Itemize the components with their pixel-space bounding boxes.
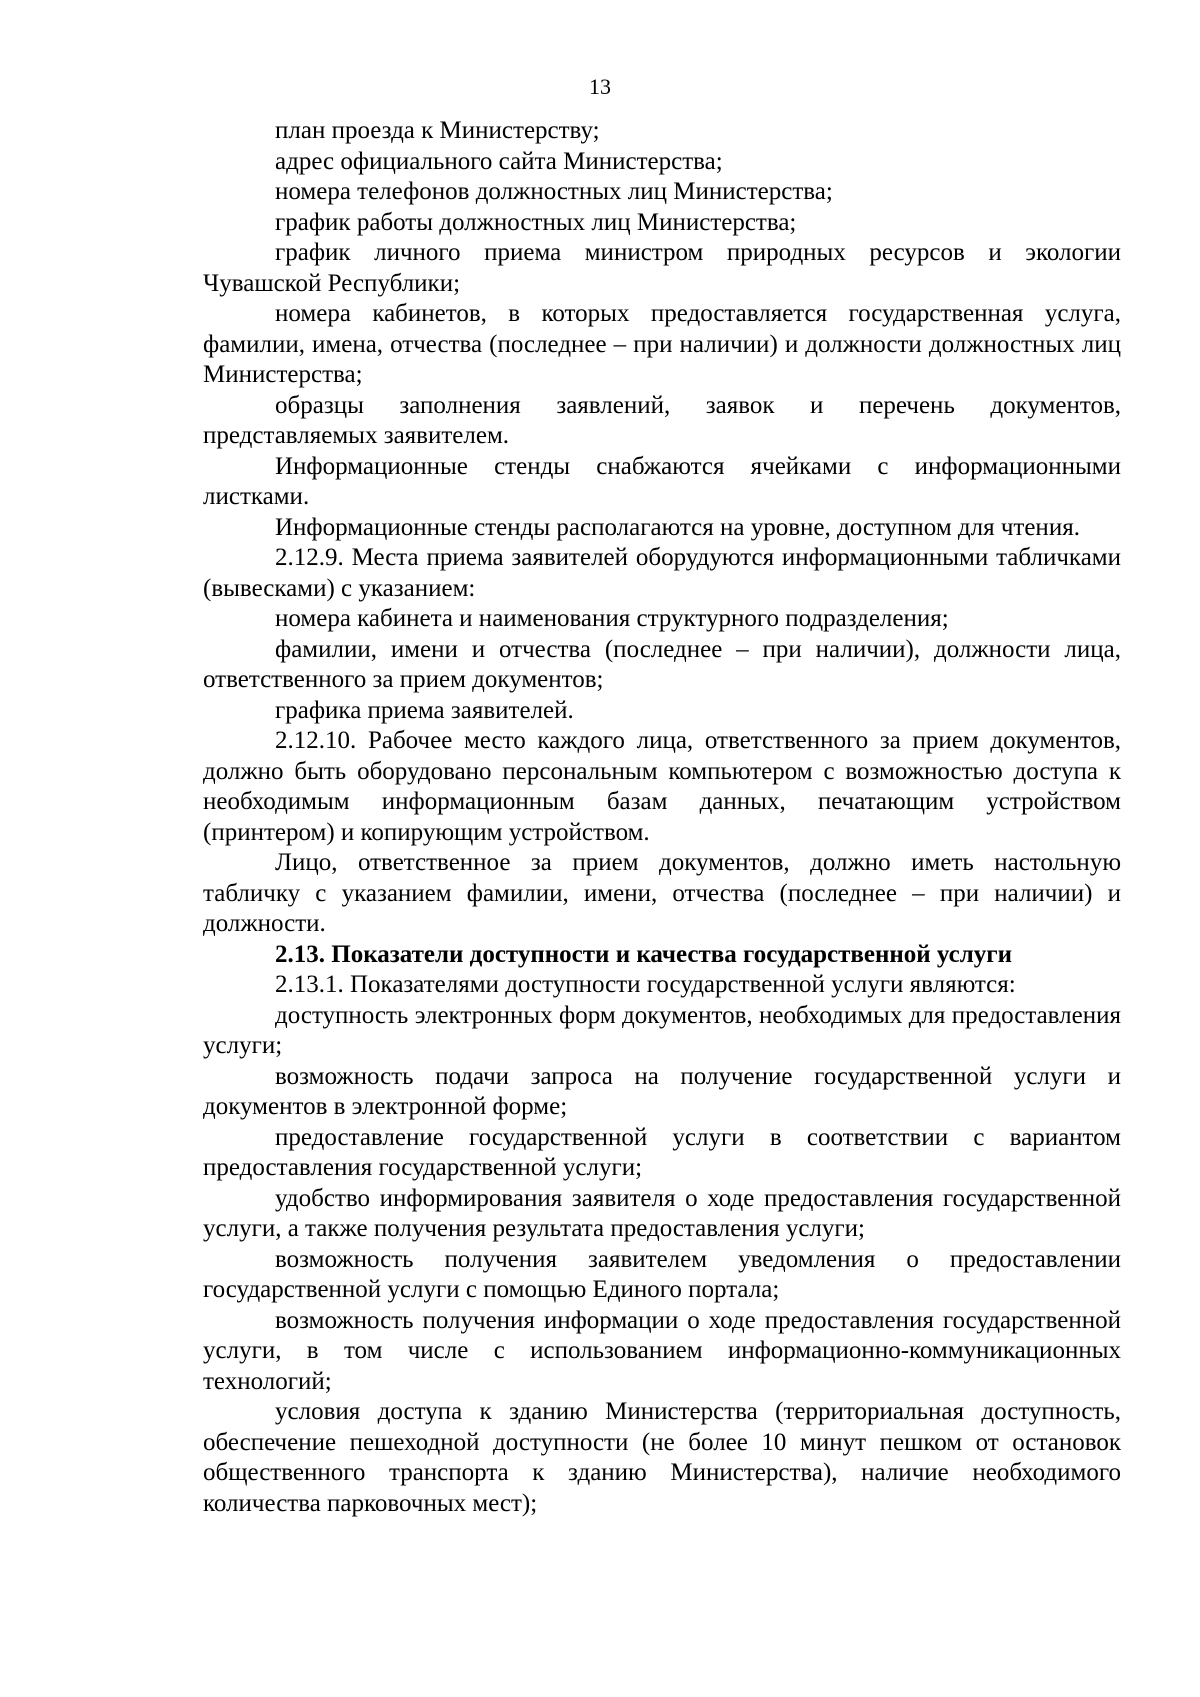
list-item: фамилии, имени и отчества (последнее – при наличии), должности лица, ответственного за прием документов;	[203, 635, 1121, 693]
list-item: адрес официального сайта Министерства;	[275, 147, 723, 175]
list-item: образцы заполнения заявлений, заявок и перечень документов, представляемых заявителем.	[203, 391, 1121, 449]
paragraph: Информационные стенды снабжаются ячейками с информационными листками.	[203, 452, 1121, 510]
list-item: графика приема заявителей.	[275, 696, 574, 724]
paragraph: 2.12.9. Места приема заявителей оборудуются информационными табличками (вывесками) с указанием:	[203, 544, 1121, 602]
list-item: график работы должностных лиц Министерства;	[275, 208, 797, 236]
list-item: удобство информирования заявителя о ходе предоставления государственной услуги, а также получения результата предоставления услуги;	[203, 1184, 1121, 1242]
paragraph: Лицо, ответственное за прием документов, должно иметь настольную табличку с указанием фамилии, имени, отчества (последнее – при наличии) и должности.	[203, 849, 1121, 937]
list-item: номера кабинетов, в которых предоставляется государственная услуга, фамилии, имена, отчества (последнее – при наличии) и должности должностных лиц Министерства;	[203, 300, 1121, 388]
document-body	[203, 116, 1121, 1519]
list-item: возможность подачи запроса на получение государственной услуги и документов в электронной форме;	[203, 1062, 1121, 1120]
list-item: доступность электронных форм документов, необходимых для предоставления услуги;	[203, 1001, 1121, 1059]
page-number: 13	[589, 74, 611, 99]
list-item: номера кабинета и наименования структурного подразделения;	[275, 605, 949, 632]
paragraph: 2.12.10. Рабочее место каждого лица, ответственного за прием документов, должно быть оборудовано персональным компьютером с возможностью доступа к необходимым информационным базам данных, печатающим устройством (принтером) и копирующим устройством.	[203, 727, 1121, 846]
list-item: номера телефонов должностных лиц Министерства;	[275, 178, 833, 205]
paragraph: Информационные стенды располагаются на уровне, доступном для чтения.	[275, 513, 1080, 541]
paragraph: 2.13.1. Показателями доступности государственной услуги являются:	[275, 971, 1016, 998]
section-heading: 2.13. Показатели доступности и качества государственной услуги	[275, 940, 1013, 968]
list-item: предоставление государственной услуги в соответствии с вариантом предоставления государственной услуги;	[203, 1123, 1121, 1181]
list-item: план проезда к Министерству;	[275, 117, 600, 144]
list-item: условия доступа к зданию Министерства (территориальная доступность, обеспечение пешеходной доступности (не более 10 минут пешком от остановок общественного транспорта к зданию Министерства), наличие необходимого количества парковочных мест);	[203, 1398, 1121, 1517]
list-item: возможность получения информации о ходе предоставления государственной услуги, в том числе с использованием информационно-коммуникационных технологий;	[203, 1306, 1121, 1395]
list-item: график личного приема министром природных ресурсов и экологии Чувашской Республики;	[203, 239, 1121, 297]
list-item: возможность получения заявителем уведомления о предоставлении государственной услуги с помощью Единого портала;	[203, 1245, 1121, 1303]
